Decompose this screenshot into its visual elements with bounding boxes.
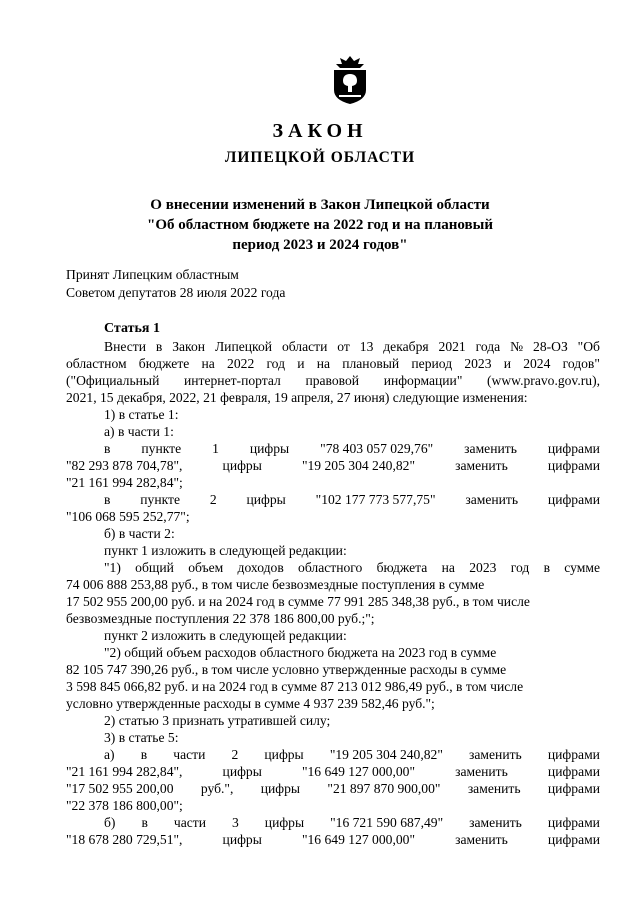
body-line: 1) в статье 1:	[104, 407, 179, 422]
body-line: пункт 1 изложить в следующей редакции:	[104, 543, 347, 558]
coat-of-arms-icon	[330, 54, 370, 106]
body-line: а) в части 2 цифры "19 205 304 240,82" заменить цифрами	[104, 747, 600, 762]
body-line: 82 105 747 390,26 руб., в том числе условно утвержденные расходы в сумме	[66, 662, 507, 677]
body-line: 2) статью 3 признать утратившей силу;	[104, 713, 331, 728]
body-line: "2) общий объем расходов областного бюджета на 2023 год в сумме	[104, 645, 497, 660]
region-title: ЛИПЕЦКОЙ ОБЛАСТИ	[224, 149, 416, 166]
body-line: 2021, 15 декабря, 2022, 21 февраля, 19 апреля, 27 июня) следующие изменения:	[66, 390, 528, 405]
body-line: безвозмездные поступления 22 378 186 800,00 руб.;";	[66, 611, 375, 626]
body-line: "18 678 280 729,51", цифры "16 649 127 000,00" заменить цифрами	[66, 832, 600, 847]
body-line: а) в части 1:	[104, 424, 174, 439]
body-line: в пункте 1 цифры "78 403 057 029,76" заменить цифрами	[104, 441, 600, 456]
body-line: "17 502 955 200,00 руб.", цифры "21 897 870 900,00" заменить цифрами	[66, 781, 600, 796]
body-line: 17 502 955 200,00 руб. и на 2024 год в сумме 77 991 285 348,38 руб., в том числе	[66, 594, 530, 609]
body-line: Внести в Закон Липецкой области от 13 декабря 2021 года № 28-ОЗ "Об	[104, 339, 600, 354]
document-title: ЗАКОН	[272, 120, 368, 142]
body-line: "106 068 595 252,77";	[66, 509, 190, 524]
body-line: в пункте 2 цифры "102 177 773 577,75" заменить цифрами	[104, 492, 600, 507]
body-line: "21 161 994 282,84";	[66, 475, 183, 490]
body-line: условно утвержденные расходы в сумме 4 937 239 582,46 руб.";	[66, 696, 435, 711]
body-line: 3) в статье 5:	[104, 730, 179, 745]
body-line: "82 293 878 704,78", цифры "19 205 304 240,82" заменить цифрами	[66, 458, 600, 473]
body-line: областном бюджете на 2022 год и на плановый период 2023 и 2024 годов"	[66, 356, 600, 371]
adoption-note: Советом депутатов 28 июля 2022 года	[66, 285, 286, 300]
body-line: 3 598 845 066,82 руб. и на 2024 год в сумме 87 213 012 986,49 руб., в том числе	[66, 679, 524, 694]
law-subject-line: О внесении изменений в Закон Липецкой области	[150, 197, 490, 213]
law-subject-line: период 2023 и 2024 годов"	[232, 237, 408, 253]
body-line: 74 006 888 253,88 руб., в том числе безвозмездные поступления в сумме	[66, 577, 485, 592]
law-subject-line: "Об областном бюджете на 2022 год и на плановый	[147, 217, 493, 233]
body-line: "22 378 186 800,00";	[66, 798, 183, 813]
body-line: "21 161 994 282,84", цифры "16 649 127 000,00" заменить цифрами	[66, 764, 600, 779]
article-heading: Статья 1	[104, 321, 160, 336]
adoption-note: Принят Липецким областным	[66, 267, 239, 282]
body-line: б) в части 2:	[104, 526, 175, 541]
body-line: б) в части 3 цифры "16 721 590 687,49" заменить цифрами	[104, 815, 600, 830]
body-line: пункт 2 изложить в следующей редакции:	[104, 628, 347, 643]
body-line: ("Официальный интернет-портал правовой информации" (www.pravo.gov.ru),	[66, 373, 600, 388]
body-line: "1) общий объем доходов областного бюджета на 2023 год в сумме	[104, 560, 600, 575]
